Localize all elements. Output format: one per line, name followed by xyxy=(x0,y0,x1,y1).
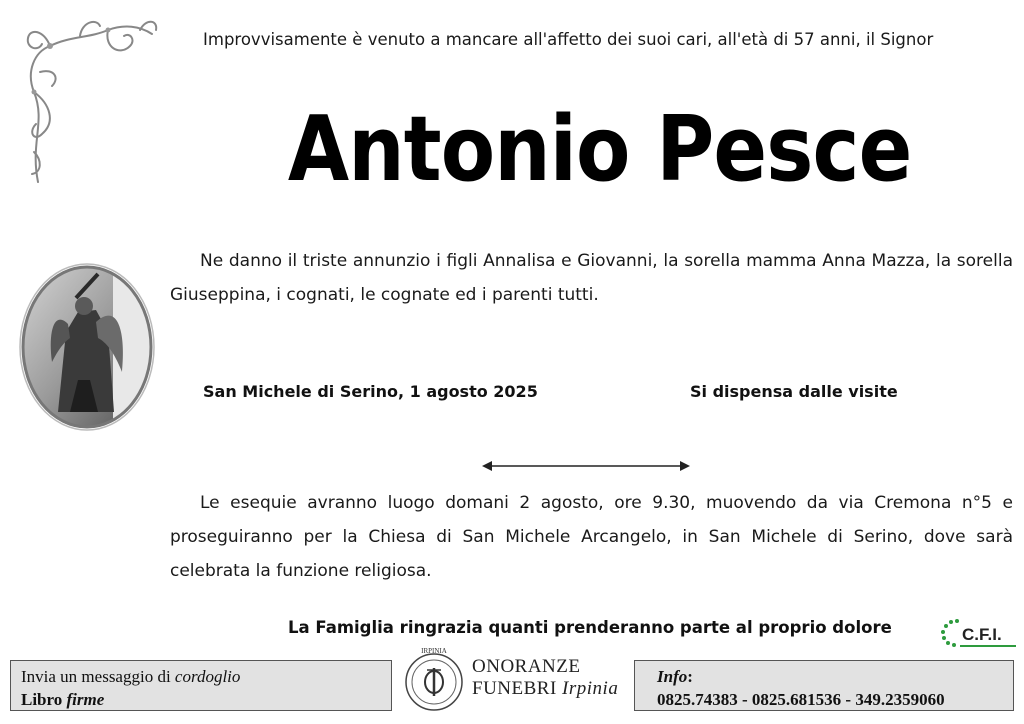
double-arrow-icon xyxy=(482,458,690,474)
cfi-logo-icon xyxy=(940,616,1020,652)
funeral-home-seal-icon xyxy=(403,646,465,714)
cfi-logo-text: C.F.I. xyxy=(962,625,1002,644)
brand-line1: ONORANZE xyxy=(472,656,581,677)
info-label-line xyxy=(657,665,1013,688)
phone-numbers[interactable] xyxy=(657,688,1013,711)
announcement-paragraph xyxy=(170,244,1013,312)
info-colon: : xyxy=(687,667,693,686)
funeral-home-brand xyxy=(472,656,618,700)
brand-line2-a: FUNEBRI xyxy=(472,678,563,699)
funeral-paragraph xyxy=(170,486,1013,588)
intro-text: Improvvisamente è venuto a mancare all'affetto dei suoi cari, all'età di 57 anni, il Signor xyxy=(203,30,934,49)
condolence-prefix: Invia un messaggio di xyxy=(21,667,175,686)
condolence-em: cordoglio xyxy=(174,667,241,686)
brand-line2 xyxy=(472,678,618,700)
thanks-text: La Famiglia ringrazia quanti prenderanno parte al proprio dolore xyxy=(288,618,892,637)
info-box xyxy=(634,660,1014,711)
funeral-text: Le esequie avranno luogo domani 2 agosto, ore 9.30, muovendo da via Cremona n°5 e proseguiranno per la Chiesa di San Michele Arcangelo, in San Michele di Serino, dove sarà celebrata la funzione religiosa. xyxy=(170,493,1013,581)
place-date: San Michele di Serino, 1 agosto 2025 xyxy=(203,382,538,401)
condolence-link[interactable] xyxy=(21,665,391,688)
guestbook-link[interactable] xyxy=(21,688,391,711)
no-visits-note: Si dispensa dalle visite xyxy=(690,382,898,401)
brand-line2-b: Irpinia xyxy=(562,678,619,699)
condolence-box[interactable] xyxy=(10,660,392,711)
phones-text: 0825.74383 - 0825.681536 - 349.2359060 xyxy=(657,690,945,709)
deceased-photo xyxy=(18,262,156,432)
deceased-name: Antonio Pesce xyxy=(287,97,912,202)
announcement-text: Ne danno il triste annunzio i figli Annalisa e Giovanni, la sorella mamma Anna Mazza, la sorella Giuseppina, i cognati, le cognate ed i parenti tutti. xyxy=(170,251,1013,305)
seal-top-text: IRPINIA xyxy=(421,647,447,655)
guestbook-em: firme xyxy=(66,690,105,709)
info-label: Info xyxy=(657,667,688,686)
guestbook-prefix: Libro xyxy=(21,690,67,709)
